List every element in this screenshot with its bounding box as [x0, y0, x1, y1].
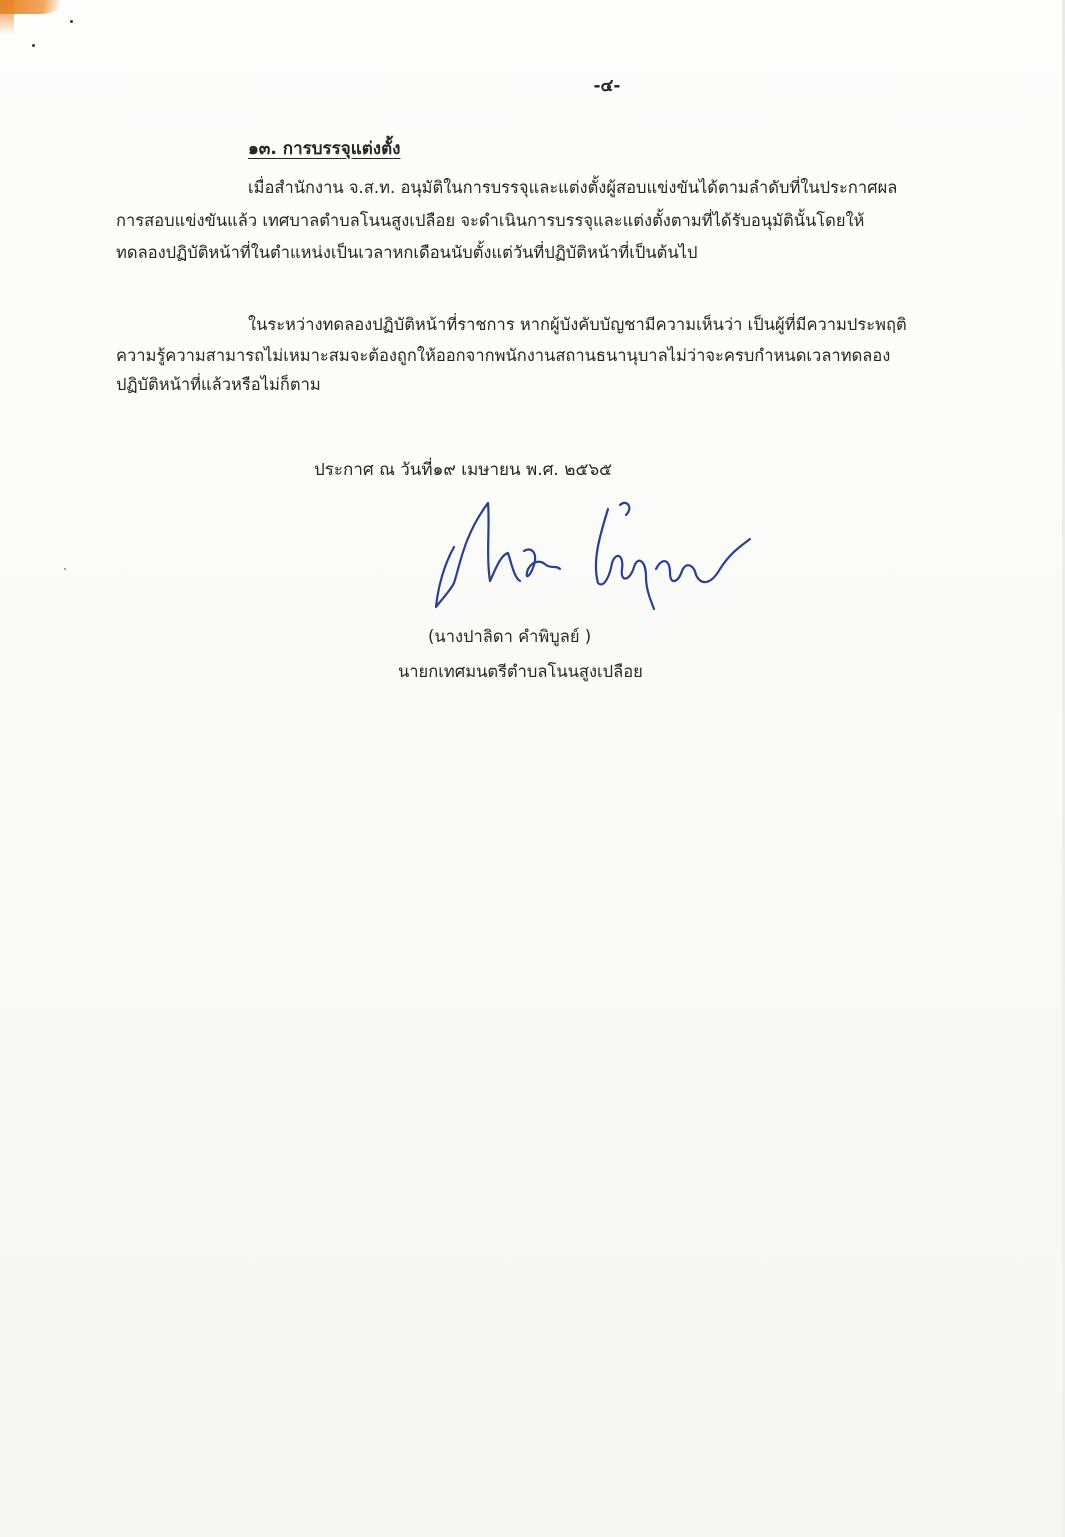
paragraph1-line1: เมื่อสำนักงาน จ.ส.ท. อนุมัติในการบรรจุและแต่งตั้งผู้สอบแข่งขันได้ตามลำดับที่ในประกาศผล	[248, 178, 898, 197]
signer-title: นายกเทศมนตรีตำบลโนนสูงเปลือย	[398, 662, 643, 681]
signer-name: (นางปาลิดา คำพิบูลย์ )	[428, 627, 592, 646]
scan-speck	[70, 20, 73, 23]
scan-edge-mark-left	[0, 0, 14, 34]
announcement-date: ประกาศ ณ วันที่๑๙ เมษายน พ.ศ. ๒๕๖๕	[314, 460, 612, 480]
paragraph1-line2: การสอบแข่งขันแล้ว เทศบาลตำบลโนนสูงเปลือย จะดำเนินการบรรจุและแต่งตั้งตามที่ได้รับอนุมัตินั้นโดยให้	[116, 211, 865, 230]
paragraph2-line3: ปฏิบัติหน้าที่แล้วหรือไม่ก็ตาม	[116, 375, 321, 394]
paragraph2-line2: ความรู้ความสามารถไม่เหมาะสมจะต้องถูกให้ออกจากพนักงานสถานธนานุบาลไม่ว่าจะครบกำหนดเวลาทดลอง	[116, 346, 891, 365]
section-heading: ๑๓. การบรรจุแต่งตั้ง	[248, 139, 401, 159]
paragraph1-line3: ทดลองปฏิบัติหน้าที่ในตำแหน่งเป็นเวลาหกเดือนนับตั้งแต่วันที่ปฏิบัติหน้าที่เป็นต้นไป	[116, 243, 698, 262]
handwritten-signature	[420, 495, 760, 625]
scan-speck	[64, 568, 66, 570]
scan-speck	[32, 44, 35, 47]
page-number: -๔-	[593, 76, 621, 96]
paragraph2-line1: ในระหว่างทดลองปฏิบัติหน้าที่ราชการ หากผู้บังคับบัญชามีความเห็นว่า เป็นผู้ที่มีความประพฤติ	[248, 315, 907, 334]
